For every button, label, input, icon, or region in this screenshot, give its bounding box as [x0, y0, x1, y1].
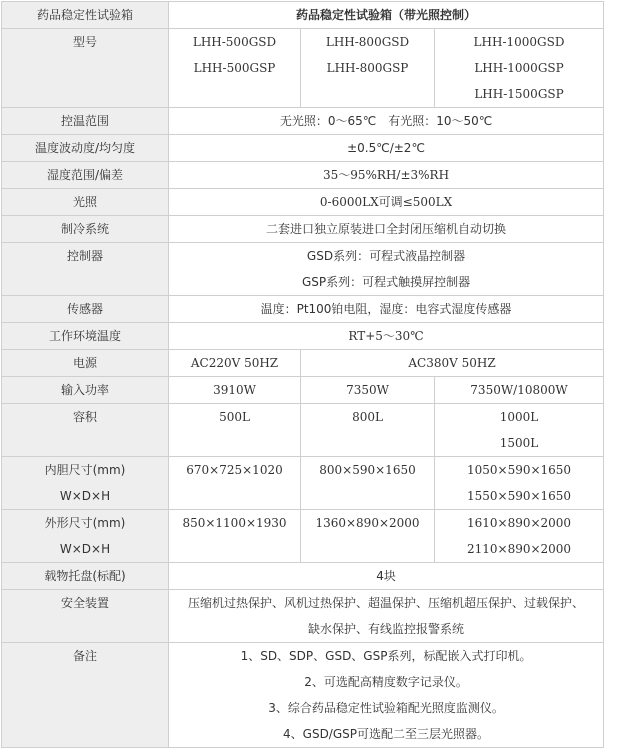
- inner-dim-col-3: 1050×590×1650 1550×590×1650: [435, 457, 604, 510]
- inner-dim-label: 内胆尺寸(mm) W×D×H: [2, 457, 169, 510]
- power-label: 电源: [2, 350, 169, 377]
- notes-row: [2, 643, 604, 748]
- humidity-label: 湿度范围/偏差: [2, 162, 169, 189]
- inner-dim-col-1: 670×725×1020: [169, 457, 301, 510]
- safety-value: 压缩机过热保护、风机过热保护、超温保护、压缩机超压保护、过载保护、 缺水保护、有线监控报警系统: [169, 590, 604, 643]
- input-power-col-1: 3910W: [169, 377, 301, 404]
- input-power-row: [2, 377, 604, 404]
- outer-dim-label: 外形尺寸(mm) W×D×H: [2, 510, 169, 563]
- note-item: 1、SD、SDP、GSD、GSP系列，标配嵌入式打印机。: [240, 649, 532, 663]
- model-col-1: LHH-500GSD LHH-500GSP: [169, 29, 301, 108]
- sensor-value: 温度：Pt100铂电阻，湿度：电容式湿度传感器: [169, 296, 604, 323]
- outer-dim-row: [2, 510, 604, 563]
- humidity-row: [2, 162, 604, 189]
- outer-dim-col-2: 1360×890×2000: [301, 510, 435, 563]
- model-col-3: LHH-1000GSD LHH-1000GSP LHH-1500GSP: [435, 29, 604, 108]
- power-value-220: AC220V 50HZ: [169, 350, 301, 377]
- temp-range-label: 控温范围: [2, 108, 169, 135]
- input-power-col-3: 7350W/10800W: [435, 377, 604, 404]
- sensor-label: 传感器: [2, 296, 169, 323]
- model-row: [2, 29, 604, 108]
- light-value: 0-6000LX可调≤500LX: [169, 189, 604, 216]
- temp-range-value: 无光照：0～65℃ 有光照：10～50℃: [169, 108, 604, 135]
- volume-col-2: 800L: [301, 404, 435, 457]
- controller-label: 控制器: [2, 243, 169, 296]
- temp-fluct-value: ±0.5℃/±2℃: [169, 135, 604, 162]
- ambient-label: 工作环境温度: [2, 323, 169, 350]
- notes-value: [169, 643, 604, 748]
- note-item: 2、可选配高精度数字记录仪。: [304, 675, 468, 689]
- volume-col-1: 500L: [169, 404, 301, 457]
- table-title: 药品稳定性试验箱（带光照控制）: [169, 2, 604, 29]
- safety-row: [2, 590, 604, 643]
- light-label: 光照: [2, 189, 169, 216]
- inner-dim-col-2: 800×590×1650: [301, 457, 435, 510]
- model-col-2: LHH-800GSD LHH-800GSP: [301, 29, 435, 108]
- power-value-380: AC380V 50HZ: [301, 350, 604, 377]
- notes-label: 备注: [2, 643, 169, 748]
- sensor-row: [2, 296, 604, 323]
- header-row: [2, 2, 604, 29]
- note-item: 4、GSD/GSP可选配二至三层光照器。: [283, 727, 490, 741]
- power-row: [2, 350, 604, 377]
- tray-value: 4块: [169, 563, 604, 590]
- ambient-row: [2, 323, 604, 350]
- tray-row: [2, 563, 604, 590]
- cooling-label: 制冷系统: [2, 216, 169, 243]
- outer-dim-col-3: 1610×890×2000 2110×890×2000: [435, 510, 604, 563]
- controller-value: GSD系列：可程式液晶控制器 GSP系列：可程式触摸屏控制器: [169, 243, 604, 296]
- cooling-value: 二套进口独立原装进口全封闭压缩机自动切换: [169, 216, 604, 243]
- humidity-value: 35～95%RH/±3%RH: [169, 162, 604, 189]
- volume-label: 容积: [2, 404, 169, 457]
- volume-row: [2, 404, 604, 457]
- temp-fluct-row: [2, 135, 604, 162]
- note-item: 3、综合药品稳定性试验箱配光照度监测仪。: [268, 701, 504, 715]
- cooling-row: [2, 216, 604, 243]
- light-row: [2, 189, 604, 216]
- outer-dim-col-1: 850×1100×1930: [169, 510, 301, 563]
- input-power-label: 输入功率: [2, 377, 169, 404]
- input-power-col-2: 7350W: [301, 377, 435, 404]
- temp-fluct-label: 温度波动度/均匀度: [2, 135, 169, 162]
- safety-label: 安全装置: [2, 590, 169, 643]
- ambient-value: RT+5～30℃: [169, 323, 604, 350]
- model-label: 型号: [2, 29, 169, 108]
- header-left-cell: 药品稳定性试验箱: [2, 2, 169, 29]
- controller-row: [2, 243, 604, 296]
- temp-range-row: [2, 108, 604, 135]
- volume-col-3: 1000L 1500L: [435, 404, 604, 457]
- tray-label: 载物托盘(标配): [2, 563, 169, 590]
- spec-table: [1, 1, 604, 748]
- inner-dim-row: [2, 457, 604, 510]
